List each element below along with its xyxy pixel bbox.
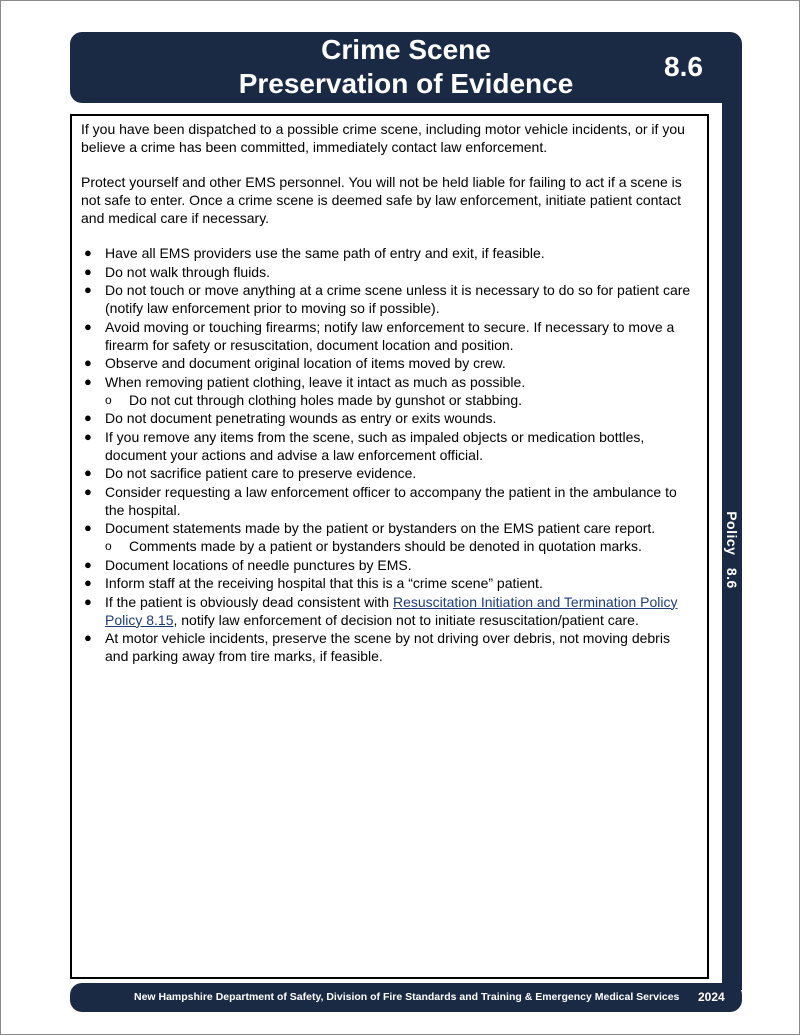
list-item: ● Observe and document original location of items moved by crew. xyxy=(84,355,506,371)
bullet-icon: ● xyxy=(84,245,92,260)
intro-paragraph-1: If you have been dispatched to a possible crime scene, including motor vehicle incidents, or if you believe a crime has been committed, immediately contact law enforcement. xyxy=(81,121,685,155)
list-item: ● Consider requesting a law enforcement officer to accompany the patient in the ambulance to the hospital. xyxy=(84,483,677,518)
bullet-icon: ● xyxy=(84,263,92,279)
bullet-icon: ● xyxy=(84,318,92,334)
bullet-icon: ● xyxy=(84,373,92,389)
list-item: ● Do not walk through fluids. xyxy=(84,263,270,280)
title-line-2: Preservation of Evidence xyxy=(238,68,574,99)
bullet-icon: ● xyxy=(84,355,92,370)
sub-list-item: o Do not cut through clothing holes made by gunshot or stabbing. xyxy=(105,391,523,408)
bullet-icon: ● xyxy=(84,282,92,297)
list-item: ● Avoid moving or touching firearms; notify law enforcement to secure. If necessary to move a firearm for safety or resuscitation, document location and position. xyxy=(84,318,675,353)
bullet-icon: ● xyxy=(84,630,92,645)
side-tab-text: Policy 8.6 xyxy=(724,511,740,589)
bullet-icon: ● xyxy=(84,410,92,425)
list-item: ● If the patient is obviously dead consistent with Resuscitation Initiation and Termination Policy Policy 8.15, notify law enforcement of decision not to initiate resuscitation/patient care. xyxy=(84,593,678,628)
bullet-icon: ● xyxy=(84,556,92,572)
list-item: ● At motor vehicle incidents, preserve the scene by not driving over debris, not moving debris and parking away from tire marks, if feasible. xyxy=(84,630,670,664)
footer-year: 2024 xyxy=(698,990,725,1004)
hollow-bullet-icon: o xyxy=(105,539,112,553)
side-tab-label xyxy=(716,495,748,605)
footer-organization: New Hampshire Department of Safety, Division of Fire Standards and Training & Emergency Medical Services xyxy=(134,991,680,1003)
bullet-icon: ● xyxy=(84,483,92,499)
list-item: ● When removing patient clothing, leave it intact as much as possible. o Do not cut through clothing holes made by gunshot or stabbing. xyxy=(81,373,691,409)
guideline-list xyxy=(81,244,691,665)
policy-content xyxy=(81,120,691,666)
sub-list xyxy=(105,391,691,409)
list-item: ● If you remove any items from the scene, such as impaled objects or medication bottles, document your actions and advise a law enforcement official. xyxy=(84,428,645,463)
list-item: ● Document locations of needle punctures by EMS. xyxy=(84,556,412,573)
list-item: ● Have all EMS providers use the same path of entry and exit, if feasible. xyxy=(84,245,545,261)
list-item: ● Do not sacrifice patient care to preserve evidence. xyxy=(84,465,417,481)
list-item: ● Do not touch or move anything at a crime scene unless it is necessary to do so for patient care (notify law enforcement prior to moving so if possible). xyxy=(84,282,691,316)
page-title xyxy=(70,32,742,104)
bullet-icon: ● xyxy=(84,593,92,609)
list-item: ● Do not document penetrating wounds as entry or exits wounds. xyxy=(84,410,497,426)
bullet-icon: ● xyxy=(84,465,92,480)
bullet-icon: ● xyxy=(84,520,92,535)
title-line-1: Crime Scene xyxy=(321,34,491,65)
list-item: ● Inform staff at the receiving hospital that this is a “crime scene” patient. xyxy=(84,575,543,591)
intro-paragraph-2: Protect yourself and other EMS personnel. You will not be held liable for failing to act if a scene is not safe to enter. Once a crime scene is deemed safe by law enforcement, initiate patient contact and medical care if necessary. xyxy=(81,174,682,226)
list-item: ● Document statements made by the patient or bystanders on the EMS patient care report. o Comments made by a patient or bystanders should be denoted in quotation marks. xyxy=(81,519,691,555)
sub-list-item: o Comments made by a patient or bystanders should be denoted in quotation marks. xyxy=(105,538,642,554)
bullet-icon: ● xyxy=(84,575,92,590)
bullet-icon: ● xyxy=(84,428,92,444)
policy-number: 8.6 xyxy=(664,51,703,82)
sub-list xyxy=(105,537,691,555)
resuscitation-policy-link[interactable]: Resuscitation Initiation and Termination Policy Policy 8.15 xyxy=(105,593,678,628)
hollow-bullet-icon: o xyxy=(105,392,112,407)
